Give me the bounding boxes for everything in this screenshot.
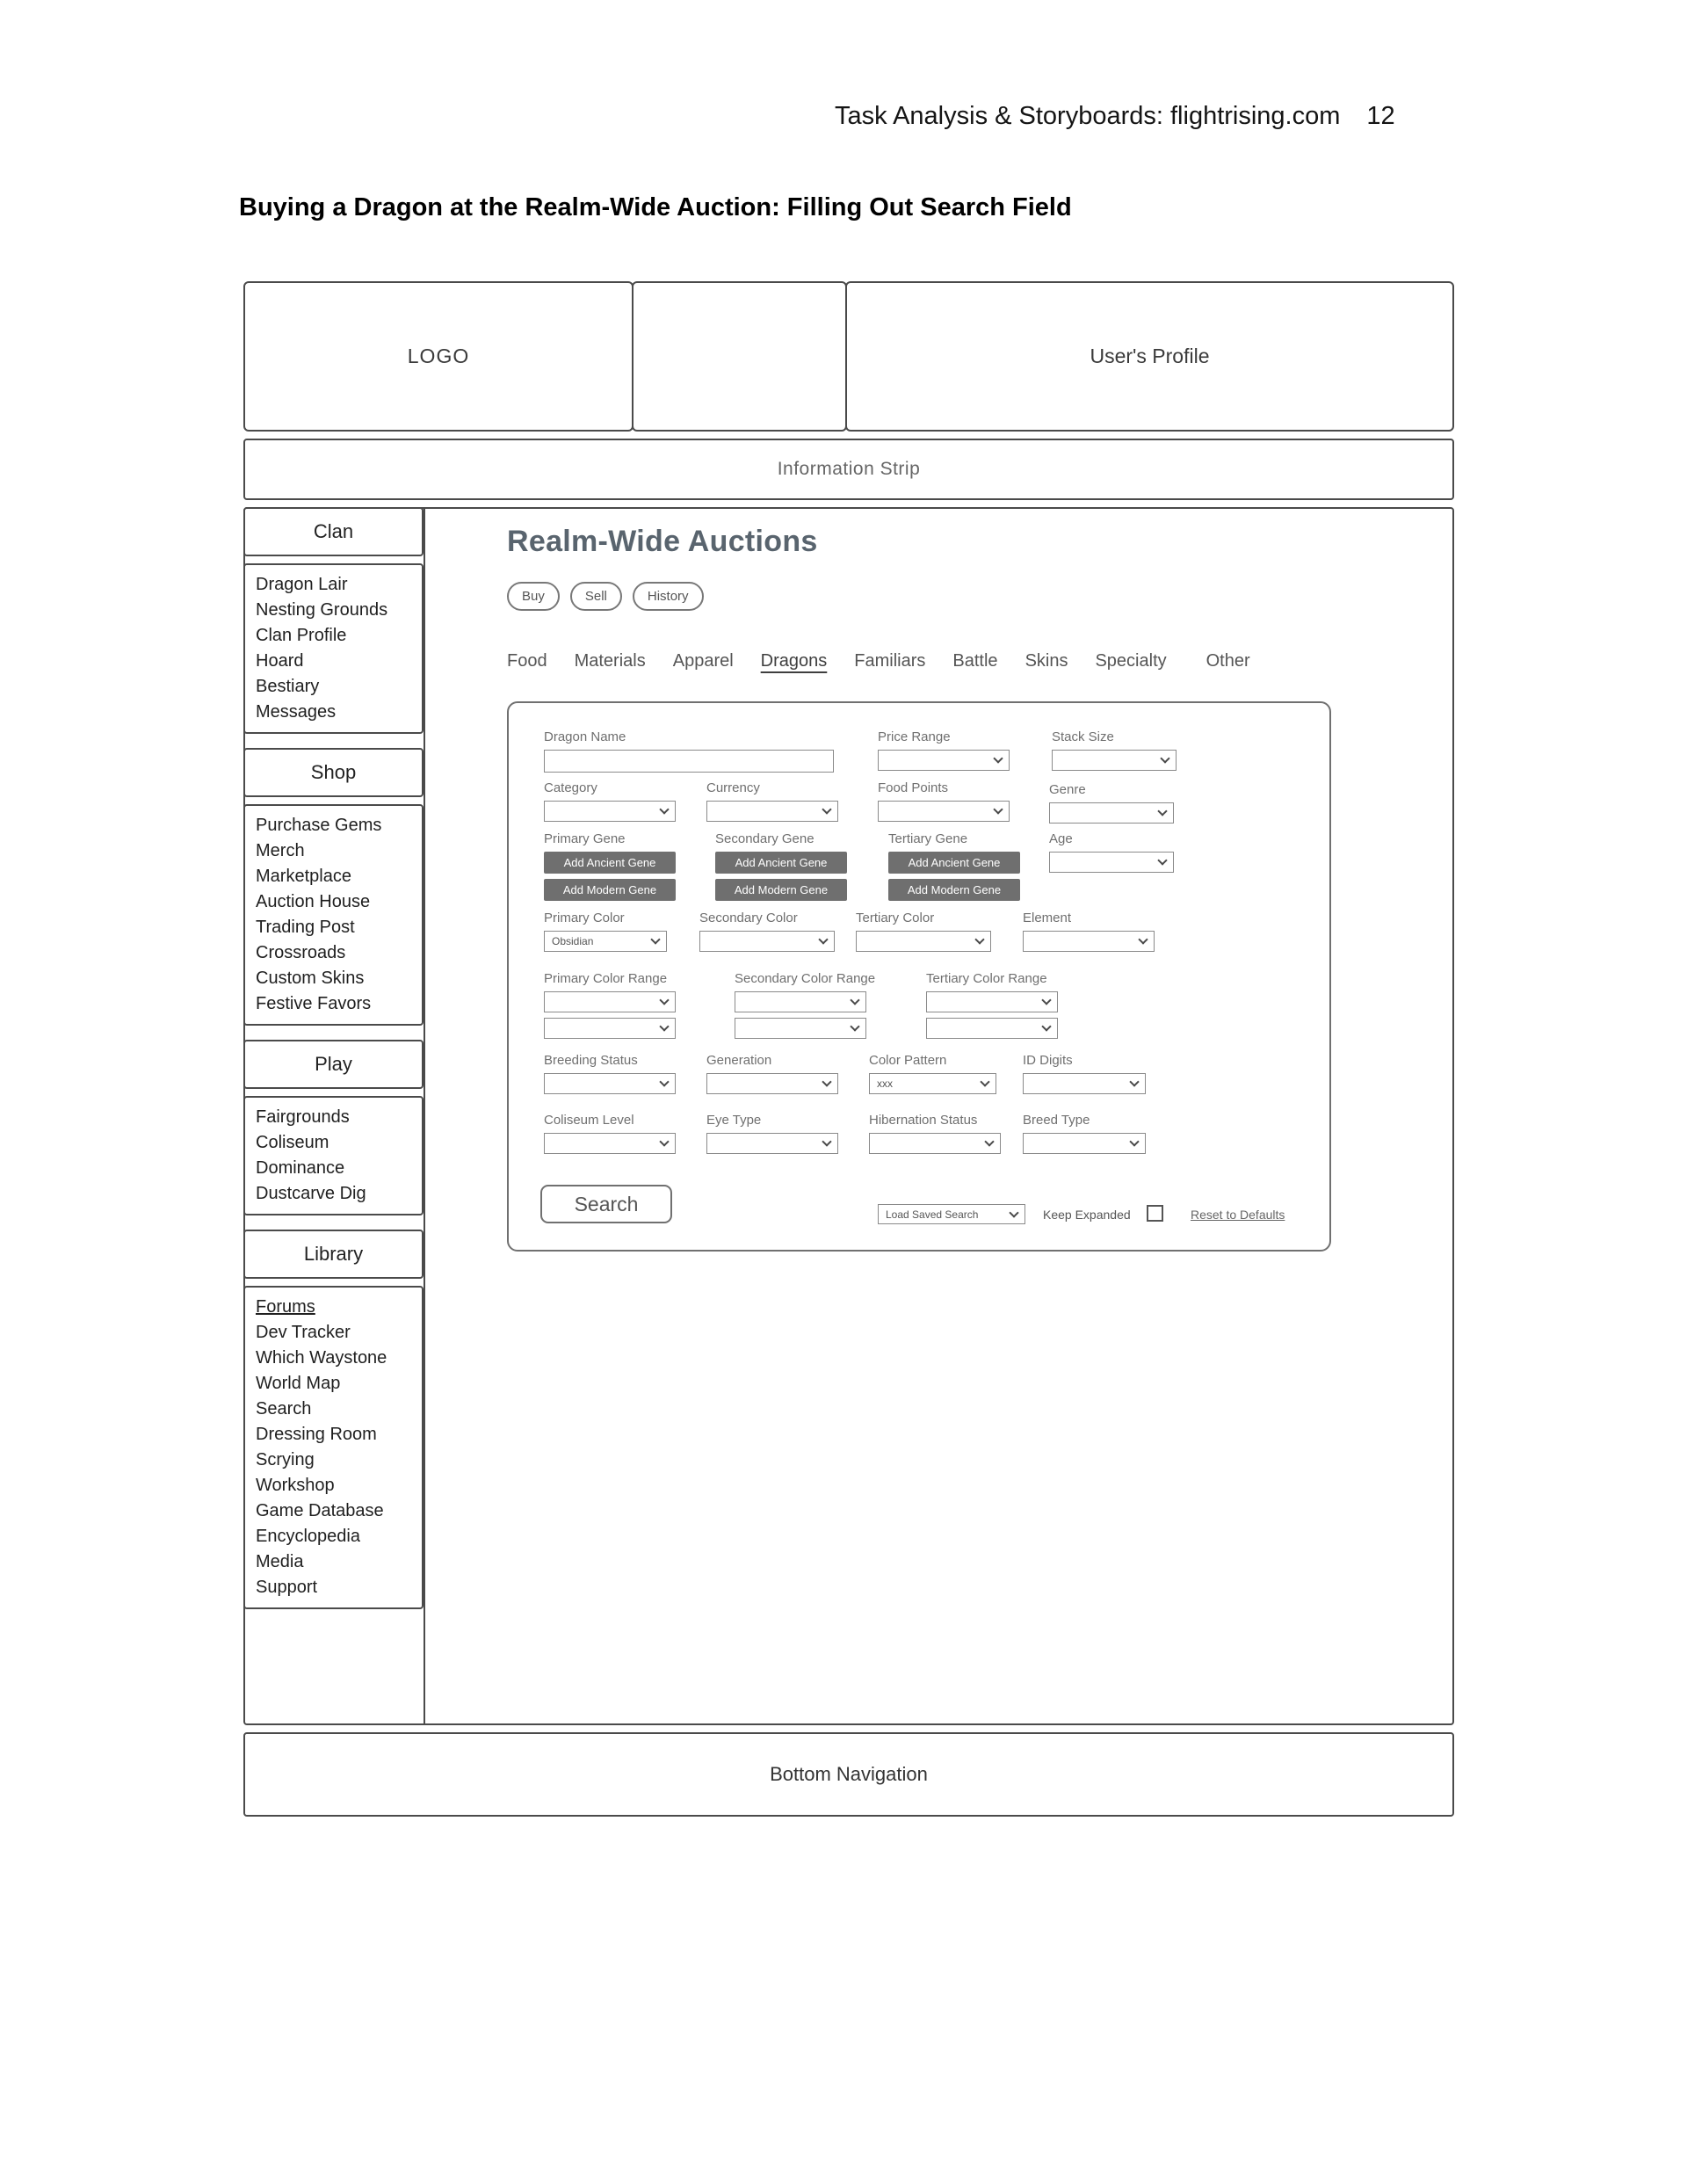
sidebar-item[interactable]: Support (256, 1578, 318, 1597)
sidebar-section-play (243, 1040, 424, 1215)
user-profile[interactable]: User's Profile (845, 281, 1454, 432)
field-label: Genre (1049, 782, 1086, 797)
field-label: Color Pattern (869, 1053, 947, 1068)
sidebar-item[interactable]: Forums (256, 1297, 315, 1317)
field-label: Food Points (878, 780, 949, 795)
sidebar-item[interactable]: Festive Favors (256, 994, 372, 1013)
stack-size-select[interactable] (1052, 750, 1177, 771)
field-label: Tertiary Color Range (926, 971, 1047, 986)
breed-type-field (1023, 1113, 1146, 1154)
sidebar-item[interactable]: Which Waystone (256, 1348, 387, 1368)
eye-type-select[interactable] (706, 1133, 838, 1154)
field-label: Primary Color (544, 911, 625, 925)
tab-item[interactable]: Battle (952, 651, 998, 671)
add-ancient-gene-button[interactable]: Add Ancient Gene (544, 852, 676, 874)
field-label: Primary Color Range (544, 971, 668, 986)
breed-type-select[interactable] (1023, 1133, 1146, 1154)
chevron-down-icon (659, 1136, 669, 1146)
tab-item[interactable]: Materials (574, 651, 646, 671)
add-modern-gene-button[interactable]: Add Modern Gene (715, 879, 847, 901)
sidebar-section-items (243, 804, 424, 1026)
main-region (243, 507, 1454, 1725)
tab-item[interactable]: Skins (1025, 651, 1068, 671)
price-range-field (878, 729, 1010, 771)
field-label: Currency (706, 780, 760, 795)
top-header-row (243, 281, 1454, 432)
add-modern-gene-button[interactable]: Add Modern Gene (544, 879, 676, 901)
chevron-down-icon (1041, 995, 1051, 1005)
chevron-down-icon (659, 1077, 669, 1086)
generation-select[interactable] (706, 1073, 838, 1094)
category-field (544, 780, 676, 822)
chevron-down-icon (1160, 753, 1169, 763)
sidebar-section-header: Clan (243, 507, 424, 556)
tertiary-color-field (856, 911, 991, 952)
tab-item[interactable]: Dragons (760, 651, 828, 671)
color-pattern-field (869, 1053, 996, 1094)
sidebar-item[interactable]: Workshop (256, 1476, 335, 1495)
sidebar-section-library (243, 1230, 424, 1609)
field-label: Eye Type (706, 1113, 762, 1128)
tertiary-color-range-to-select[interactable] (926, 1018, 1058, 1039)
field-label: Generation (706, 1053, 772, 1068)
sidebar-item[interactable]: Scrying (256, 1450, 315, 1469)
keep-expanded-checkbox[interactable] (1147, 1205, 1163, 1222)
chevron-down-icon (974, 934, 984, 944)
add-ancient-gene-button[interactable]: Add Ancient Gene (715, 852, 847, 874)
sidebar (243, 507, 425, 1725)
chevron-down-icon (1138, 934, 1148, 944)
history-button[interactable]: History (633, 582, 704, 611)
color-pattern-select[interactable]: xxx (869, 1073, 996, 1094)
chevron-down-icon (1041, 1021, 1051, 1031)
chevron-down-icon (993, 753, 1003, 763)
primary-color-range-field (544, 971, 676, 1039)
field-label: Breed Type (1023, 1113, 1090, 1128)
eye-type-field (706, 1113, 838, 1154)
load-saved-search-select[interactable]: Load Saved Search (878, 1204, 1025, 1224)
top-middle-box (632, 281, 847, 432)
chevron-down-icon (659, 1021, 669, 1031)
field-label: Age (1049, 831, 1073, 846)
doc-header (835, 102, 1395, 131)
sidebar-item[interactable]: World Map (256, 1374, 341, 1393)
sidebar-item[interactable]: Purchase Gems (256, 816, 382, 835)
genre-field (1049, 782, 1174, 824)
buy-button[interactable]: Buy (507, 582, 560, 611)
chevron-down-icon (850, 995, 859, 1005)
sidebar-section-header: Play (243, 1040, 424, 1089)
element-field (1023, 911, 1155, 952)
chevron-down-icon (818, 934, 828, 944)
sidebar-item[interactable]: Dressing Room (256, 1425, 377, 1444)
mode-buttons (507, 582, 1425, 611)
chevron-down-icon (980, 1077, 989, 1086)
page-title: Realm-Wide Auctions (507, 525, 818, 558)
sidebar-item[interactable]: Game Database (256, 1501, 384, 1520)
primary-color-range-from-select[interactable] (544, 991, 676, 1012)
add-ancient-gene-button[interactable]: Add Ancient Gene (888, 852, 1020, 874)
sidebar-section-clan (243, 507, 424, 734)
chevron-down-icon (1129, 1077, 1139, 1086)
main-content (507, 509, 1425, 1252)
sidebar-item[interactable]: Dev Tracker (256, 1323, 351, 1342)
stack-size-field (1052, 729, 1177, 771)
field-label: Stack Size (1052, 729, 1114, 744)
chevron-down-icon (993, 804, 1003, 814)
field-label: Dragon Name (544, 729, 626, 744)
sidebar-item[interactable]: Nesting Grounds (256, 600, 388, 620)
sidebar-section-shop (243, 748, 424, 1026)
tab-item[interactable]: Familiars (854, 651, 926, 671)
primary-color-select[interactable]: Obsidian (544, 931, 667, 952)
chevron-down-icon (1157, 855, 1167, 865)
sidebar-section-header: Shop (243, 748, 424, 797)
search-form-panel (507, 701, 1331, 1252)
field-label: Tertiary Gene (888, 831, 968, 846)
sidebar-item[interactable]: Encyclopedia (256, 1527, 360, 1546)
category-tabs (507, 651, 1425, 671)
sidebar-section-items (243, 1286, 424, 1609)
logo: LOGO (243, 281, 634, 432)
primary-color-field (544, 911, 667, 952)
doc-header-text: Task Analysis & Storyboards: flightrising.com (835, 102, 1341, 130)
generation-field (706, 1053, 838, 1094)
coliseum-level-field (544, 1113, 676, 1154)
secondary-gene-field (715, 831, 847, 906)
field-label: Element (1023, 911, 1072, 925)
chevron-down-icon (659, 995, 669, 1005)
dragon-name-field (544, 729, 834, 773)
field-label: ID Digits (1023, 1053, 1073, 1068)
sidebar-item[interactable]: Custom Skins (256, 969, 365, 988)
sidebar-item[interactable]: Bestiary (256, 677, 320, 696)
hibernation-status-select[interactable] (869, 1133, 1001, 1154)
field-label: Secondary Color (699, 911, 798, 925)
secondary-color-select[interactable] (699, 931, 835, 952)
chevron-down-icon (659, 804, 669, 814)
breeding-status-select[interactable] (544, 1073, 676, 1094)
sidebar-item[interactable]: Marketplace (256, 867, 351, 886)
sell-button[interactable]: Sell (570, 582, 622, 611)
food-points-field (878, 780, 1010, 822)
search-button[interactable]: Search (540, 1185, 672, 1223)
id-digits-field (1023, 1053, 1146, 1094)
keep-expanded-label: Keep Expanded (1043, 1208, 1131, 1222)
tab-item[interactable]: Food (507, 651, 547, 671)
field-label: Category (544, 780, 597, 795)
id-digits-select[interactable] (1023, 1073, 1146, 1094)
sidebar-item[interactable]: Fairgrounds (256, 1107, 350, 1127)
currency-select[interactable] (706, 801, 838, 822)
information-strip: Information Strip (243, 439, 1454, 500)
food-points-select[interactable] (878, 801, 1010, 822)
field-label: Secondary Gene (715, 831, 815, 846)
primary-color-range-to-select[interactable] (544, 1018, 676, 1039)
chevron-down-icon (850, 1021, 859, 1031)
sidebar-item[interactable]: Merch (256, 841, 305, 860)
chevron-down-icon (1157, 806, 1167, 816)
tab-item[interactable]: Other (1206, 651, 1250, 671)
reset-to-defaults-link[interactable]: Reset to Defaults (1191, 1208, 1285, 1222)
add-modern-gene-button[interactable]: Add Modern Gene (888, 879, 1020, 901)
sidebar-item[interactable]: Dragon Lair (256, 575, 348, 594)
sidebar-item[interactable]: Crossroads (256, 943, 346, 962)
page-number: 12 (1366, 102, 1395, 130)
dragon-name-input[interactable] (544, 750, 834, 773)
tab-item[interactable]: Specialty (1095, 651, 1167, 671)
field-label: Breeding Status (544, 1053, 638, 1068)
secondary-color-range-to-select[interactable] (735, 1018, 866, 1039)
tertiary-gene-field (888, 831, 1020, 906)
sidebar-item[interactable]: Coliseum (256, 1133, 329, 1152)
sidebar-item[interactable]: Search (256, 1399, 312, 1419)
field-label: Secondary Color Range (735, 971, 876, 986)
doc-title: Buying a Dragon at the Realm-Wide Auction: Filling Out Search Field (239, 193, 1072, 221)
price-range-select[interactable] (878, 750, 1010, 771)
wireframe-mockup (243, 281, 1454, 1817)
sidebar-section-items (243, 1096, 424, 1215)
sidebar-item[interactable]: Dominance (256, 1158, 345, 1178)
chevron-down-icon (984, 1136, 994, 1146)
hibernation-status-field (869, 1113, 1001, 1154)
element-select[interactable] (1023, 931, 1155, 952)
secondary-color-range-from-select[interactable] (735, 991, 866, 1012)
coliseum-level-select[interactable] (544, 1133, 676, 1154)
secondary-color-field (699, 911, 835, 952)
tertiary-color-select[interactable] (856, 931, 991, 952)
tertiary-color-range-from-select[interactable] (926, 991, 1058, 1012)
bottom-navigation: Bottom Navigation (243, 1732, 1454, 1817)
sidebar-item[interactable]: Auction House (256, 892, 371, 911)
sidebar-item[interactable]: Hoard (256, 651, 304, 671)
chevron-down-icon (822, 804, 831, 814)
category-select[interactable] (544, 801, 676, 822)
field-label: Tertiary Color (856, 911, 935, 925)
field-label: Coliseum Level (544, 1113, 634, 1128)
sidebar-item[interactable]: Clan Profile (256, 626, 347, 645)
chevron-down-icon (822, 1077, 831, 1086)
sidebar-item[interactable]: Media (256, 1552, 304, 1571)
sidebar-item[interactable]: Messages (256, 702, 337, 722)
tertiary-color-range-field (926, 971, 1058, 1039)
sidebar-item[interactable]: Trading Post (256, 918, 355, 937)
age-select[interactable] (1049, 852, 1174, 873)
field-label: Primary Gene (544, 831, 626, 846)
field-label: Price Range (878, 729, 951, 744)
primary-gene-field (544, 831, 676, 906)
genre-select[interactable] (1049, 802, 1174, 824)
chevron-down-icon (1009, 1208, 1018, 1217)
sidebar-item[interactable]: Dustcarve Dig (256, 1184, 366, 1203)
currency-field (706, 780, 838, 822)
sidebar-section-items (243, 563, 424, 734)
tab-item[interactable]: Apparel (672, 651, 734, 671)
chevron-down-icon (650, 934, 660, 944)
sidebar-section-header: Library (243, 1230, 424, 1279)
chevron-down-icon (822, 1136, 831, 1146)
breeding-status-field (544, 1053, 676, 1094)
chevron-down-icon (1129, 1136, 1139, 1146)
age-field (1049, 831, 1174, 873)
secondary-color-range-field (735, 971, 876, 1039)
field-label: Hibernation Status (869, 1113, 978, 1128)
